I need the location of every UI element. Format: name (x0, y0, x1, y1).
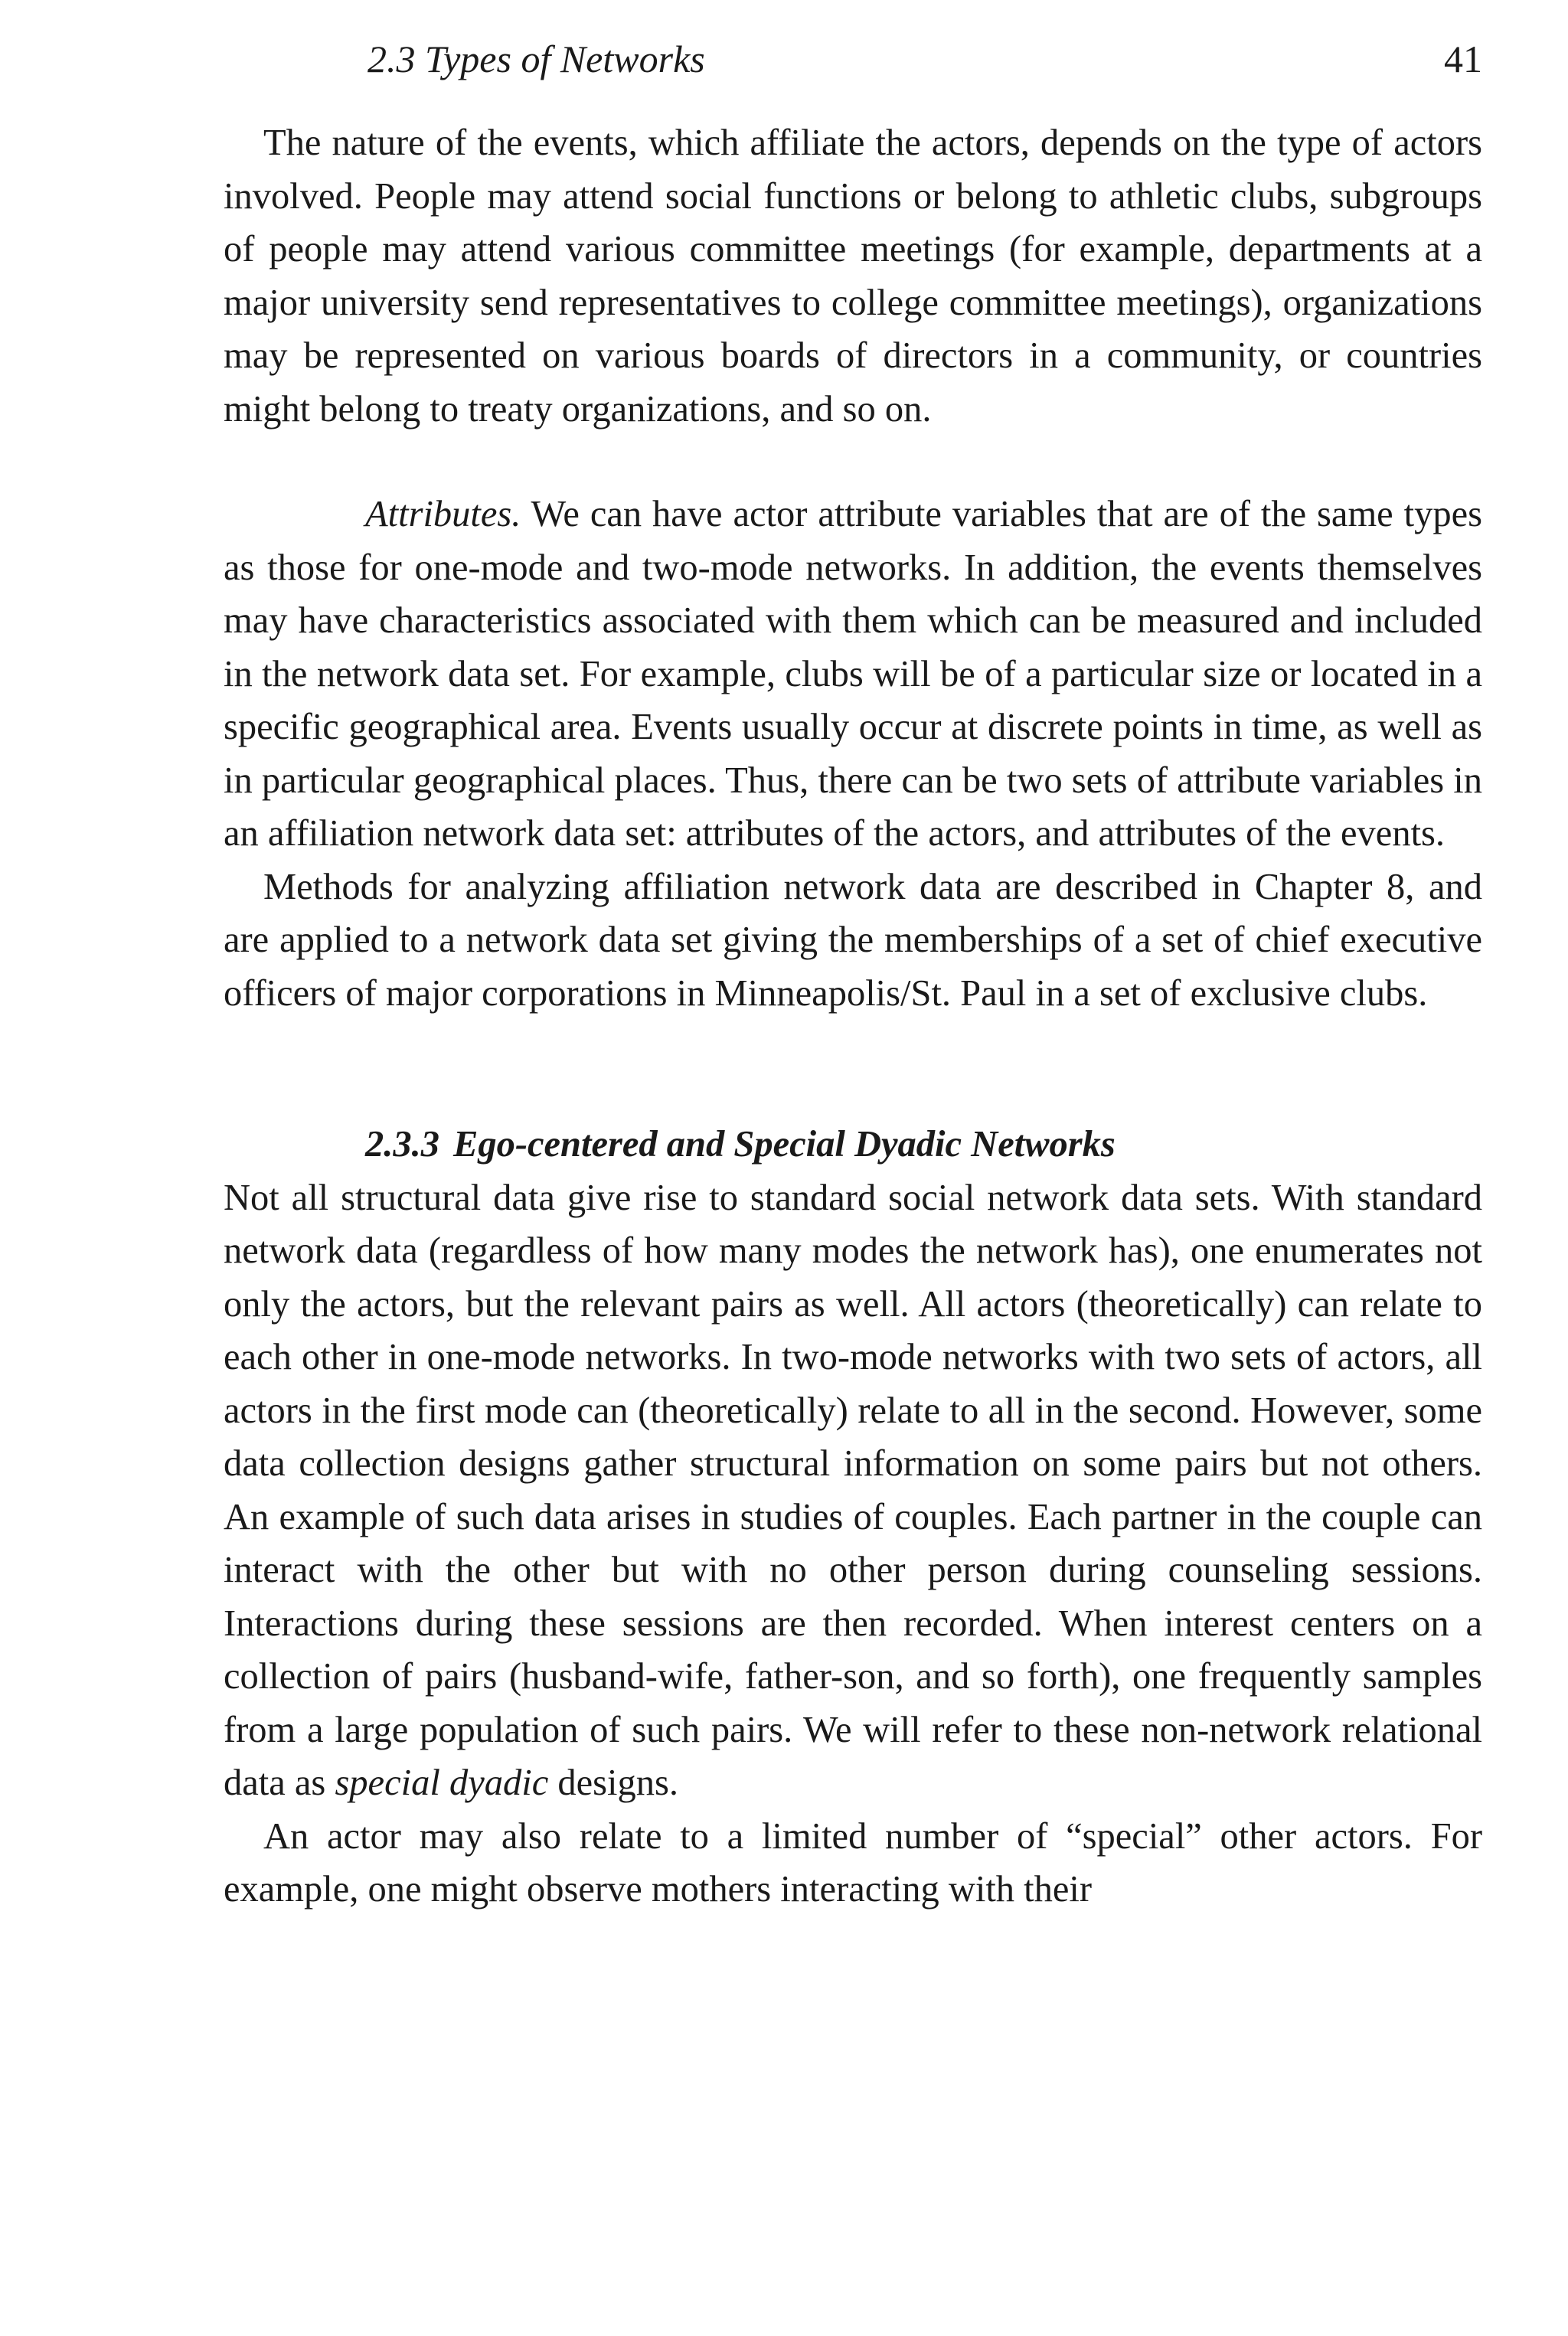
term-special-dyadic: special dyadic (335, 1763, 549, 1803)
paragraph-gap (224, 436, 1482, 488)
paragraph-methods: Methods for analyzing affiliation network data are described in Chapter 8, and are applied to a network data set giving the memberships of a set of chief executive officers of major corporations in Minneapolis/St. Paul in a set of exclusive clubs. (224, 866, 1482, 1014)
structural-text-end: designs. (557, 1763, 678, 1803)
section-number: 2.3.3 (365, 1124, 439, 1165)
attributes-text: We can have actor attribute variables that are of the same types as those for one-mode and two-mode networks. In addition, the events themselves may have characteristics associated with them which can be measured and included in the network data set. For example, clubs will be of a particular size or located in a specific geographical area. Events usually occur at discrete points in time, as well as in particular geographical places. Thus, there can be two sets of attribute variables in an affiliation network data set: attributes of the actors, and attributes of the events. (224, 494, 1482, 854)
paragraph-event-nature: The nature of the events, which affiliate the actors, depends on the type of actors involved. People may attend social functions or belong to athletic clubs, subgroups of people may attend various committee meetings (for example, departments at a major university send representatives to college committee meetings), organizations may be represented on various boards of directors in a community, or countries might belong to treaty organizations, and so on. (224, 123, 1482, 430)
section-heading (224, 1118, 1482, 1171)
running-head: 2.3 Types of Networks (368, 38, 705, 80)
section-gap (224, 1020, 1482, 1118)
paragraph-attributes (224, 488, 1482, 861)
paragraph-special-actors: An actor may also relate to a limited number of “special” other actors. For example, one might observe mothers interacting with their (224, 1815, 1482, 1910)
attributes-lead: Attributes. (365, 494, 521, 534)
structural-text: Not all structural data give rise to standard social network data sets. With standard network data (regardless of how many modes the network has), one enumerates not only the actors, but the relevant pairs as well. All actors (theoretically) can relate to each other in one-mode networks. In two-mode networks with two sets of actors, all actors in the first mode can (theoretically) relate to all in the second. However, some data collection designs gather structural information on some pairs but not others. An example of such data arises in studies of couples. Each partner in the couple can interact with the other but with no other person during counseling sessions. Interactions during these sessions are then recorded. When interest centers on a collection of pairs (husband-wife, father-son, and so forth), one frequently samples from a large population of such pairs. We will refer to these non-network relational data as (224, 1177, 1482, 1803)
page-number: 41 (1444, 38, 1482, 80)
section-title: Ego-centered and Special Dyadic Networks (453, 1124, 1116, 1165)
paragraph-structural-data (224, 1171, 1482, 1810)
body-text (224, 116, 1482, 1916)
